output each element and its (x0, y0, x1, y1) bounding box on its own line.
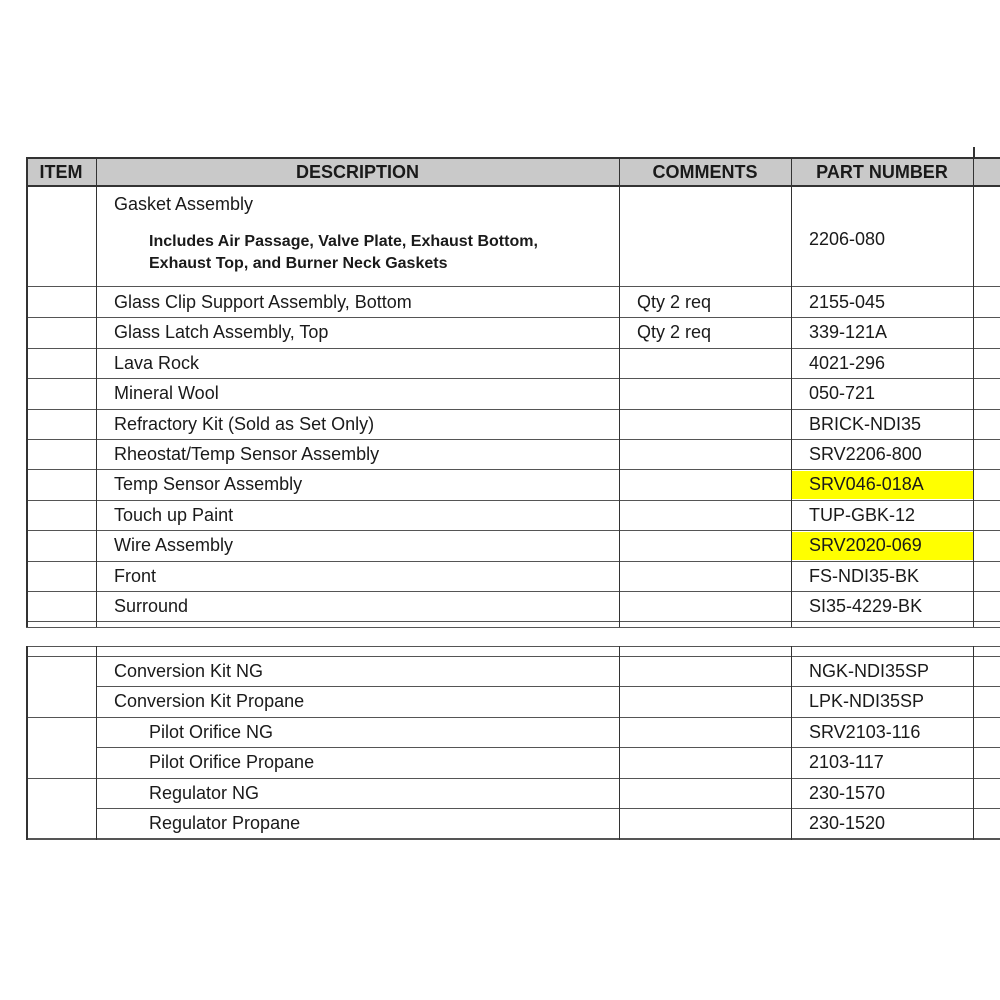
column-divider (619, 646, 620, 840)
table-row-part-number: TUP-GBK-12 (809, 504, 916, 525)
row-divider (26, 409, 1000, 410)
table-row-description: Wire Assembly (114, 535, 234, 556)
gasket-part-number: 2206-080 (809, 229, 886, 249)
row-divider (26, 530, 1000, 531)
table-row-description: Glass Latch Assembly, Top (114, 322, 329, 343)
kit-row-part-number: SRV2103-116 (809, 721, 921, 742)
kit-row-description: Conversion Kit NG (114, 661, 264, 681)
row-divider (26, 591, 1000, 592)
column-divider (26, 646, 28, 840)
kit-row-description: Pilot Orifice Propane (149, 752, 315, 773)
header-description: DESCRIPTION (96, 157, 619, 187)
table-row-part-number: BRICK-NDI35 (809, 413, 922, 434)
table-row-description: Mineral Wool (114, 383, 219, 404)
table-row-description: Refractory Kit (Sold as Set Only) (114, 413, 375, 434)
header-item: ITEM (26, 157, 96, 187)
table-row-description: Front (114, 565, 157, 586)
column-divider (26, 157, 28, 627)
column-divider (791, 157, 792, 627)
table-row-description: Lava Rock (114, 352, 200, 373)
kit-row-part-number: NGK-NDI35SP (809, 661, 930, 681)
table-row-description: Temp Sensor Assembly (114, 474, 303, 495)
row-divider (26, 378, 1000, 379)
column-divider (973, 646, 974, 840)
table-row-description: Glass Clip Support Assembly, Bottom (114, 292, 412, 312)
table-row-part-number: SRV2020-069 (809, 535, 922, 556)
row-divider (26, 317, 1000, 318)
gasket-description: Gasket Assembly (114, 194, 254, 214)
table-row-part-number: 4021-296 (809, 352, 886, 373)
kit-row-part-number: 2103-117 (809, 752, 884, 773)
row-divider (26, 439, 1000, 440)
gasket-note-line1: Includes Air Passage, Valve Plate, Exhaust Bottom, (149, 233, 538, 250)
table-row-part-number: 050-721 (809, 383, 876, 404)
table-row-description: Surround (114, 596, 189, 616)
table-row-part-number: 339-121A (809, 322, 888, 343)
row-divider (26, 286, 1000, 287)
table-row-description: Rheostat/Temp Sensor Assembly (114, 444, 380, 464)
row-divider (96, 747, 1000, 748)
header-extra (973, 157, 1000, 187)
table-row-part-number: FS-NDI35-BK (809, 565, 920, 586)
kit-row-part-number: LPK-NDI35SP (809, 691, 925, 712)
kit-row-part-number: 230-1520 (809, 813, 886, 833)
header-comments: COMMENTS (619, 157, 791, 187)
row-divider (26, 717, 1000, 718)
kit-row-description: Pilot Orifice NG (149, 721, 274, 742)
column-divider (973, 147, 975, 157)
row-divider (26, 348, 1000, 349)
table-row-part-number: SRV046-018A (809, 474, 924, 495)
table-row-part-number: SRV2206-800 (809, 444, 922, 464)
column-divider (973, 157, 974, 627)
row-divider (26, 838, 1000, 840)
row-divider (26, 561, 1000, 562)
table-row-part-number: 2155-045 (809, 292, 886, 312)
table-row-part-number: SI35-4229-BK (809, 596, 923, 616)
table-row-comments: Qty 2 req (637, 322, 712, 343)
kit-row-description: Regulator NG (149, 782, 260, 803)
row-divider (26, 469, 1000, 470)
row-divider (26, 627, 1000, 628)
table-row-description: Touch up Paint (114, 504, 234, 525)
column-divider (96, 646, 97, 840)
row-divider (26, 778, 1000, 779)
row-divider (26, 621, 1000, 622)
row-divider (26, 500, 1000, 501)
row-divider (26, 656, 1000, 657)
gasket-note-line2: Exhaust Top, and Burner Neck Gaskets (149, 255, 448, 272)
header-part-number: PART NUMBER (791, 157, 973, 187)
column-divider (96, 157, 97, 627)
kit-row-description: Conversion Kit Propane (114, 691, 305, 712)
kit-row-description: Regulator Propane (149, 813, 301, 833)
column-divider (791, 646, 792, 840)
kit-row-part-number: 230-1570 (809, 782, 886, 803)
row-divider (96, 808, 1000, 809)
table-row-comments: Qty 2 req (637, 292, 712, 312)
row-divider (26, 646, 1000, 647)
row-divider (96, 686, 1000, 687)
column-divider (619, 157, 620, 627)
